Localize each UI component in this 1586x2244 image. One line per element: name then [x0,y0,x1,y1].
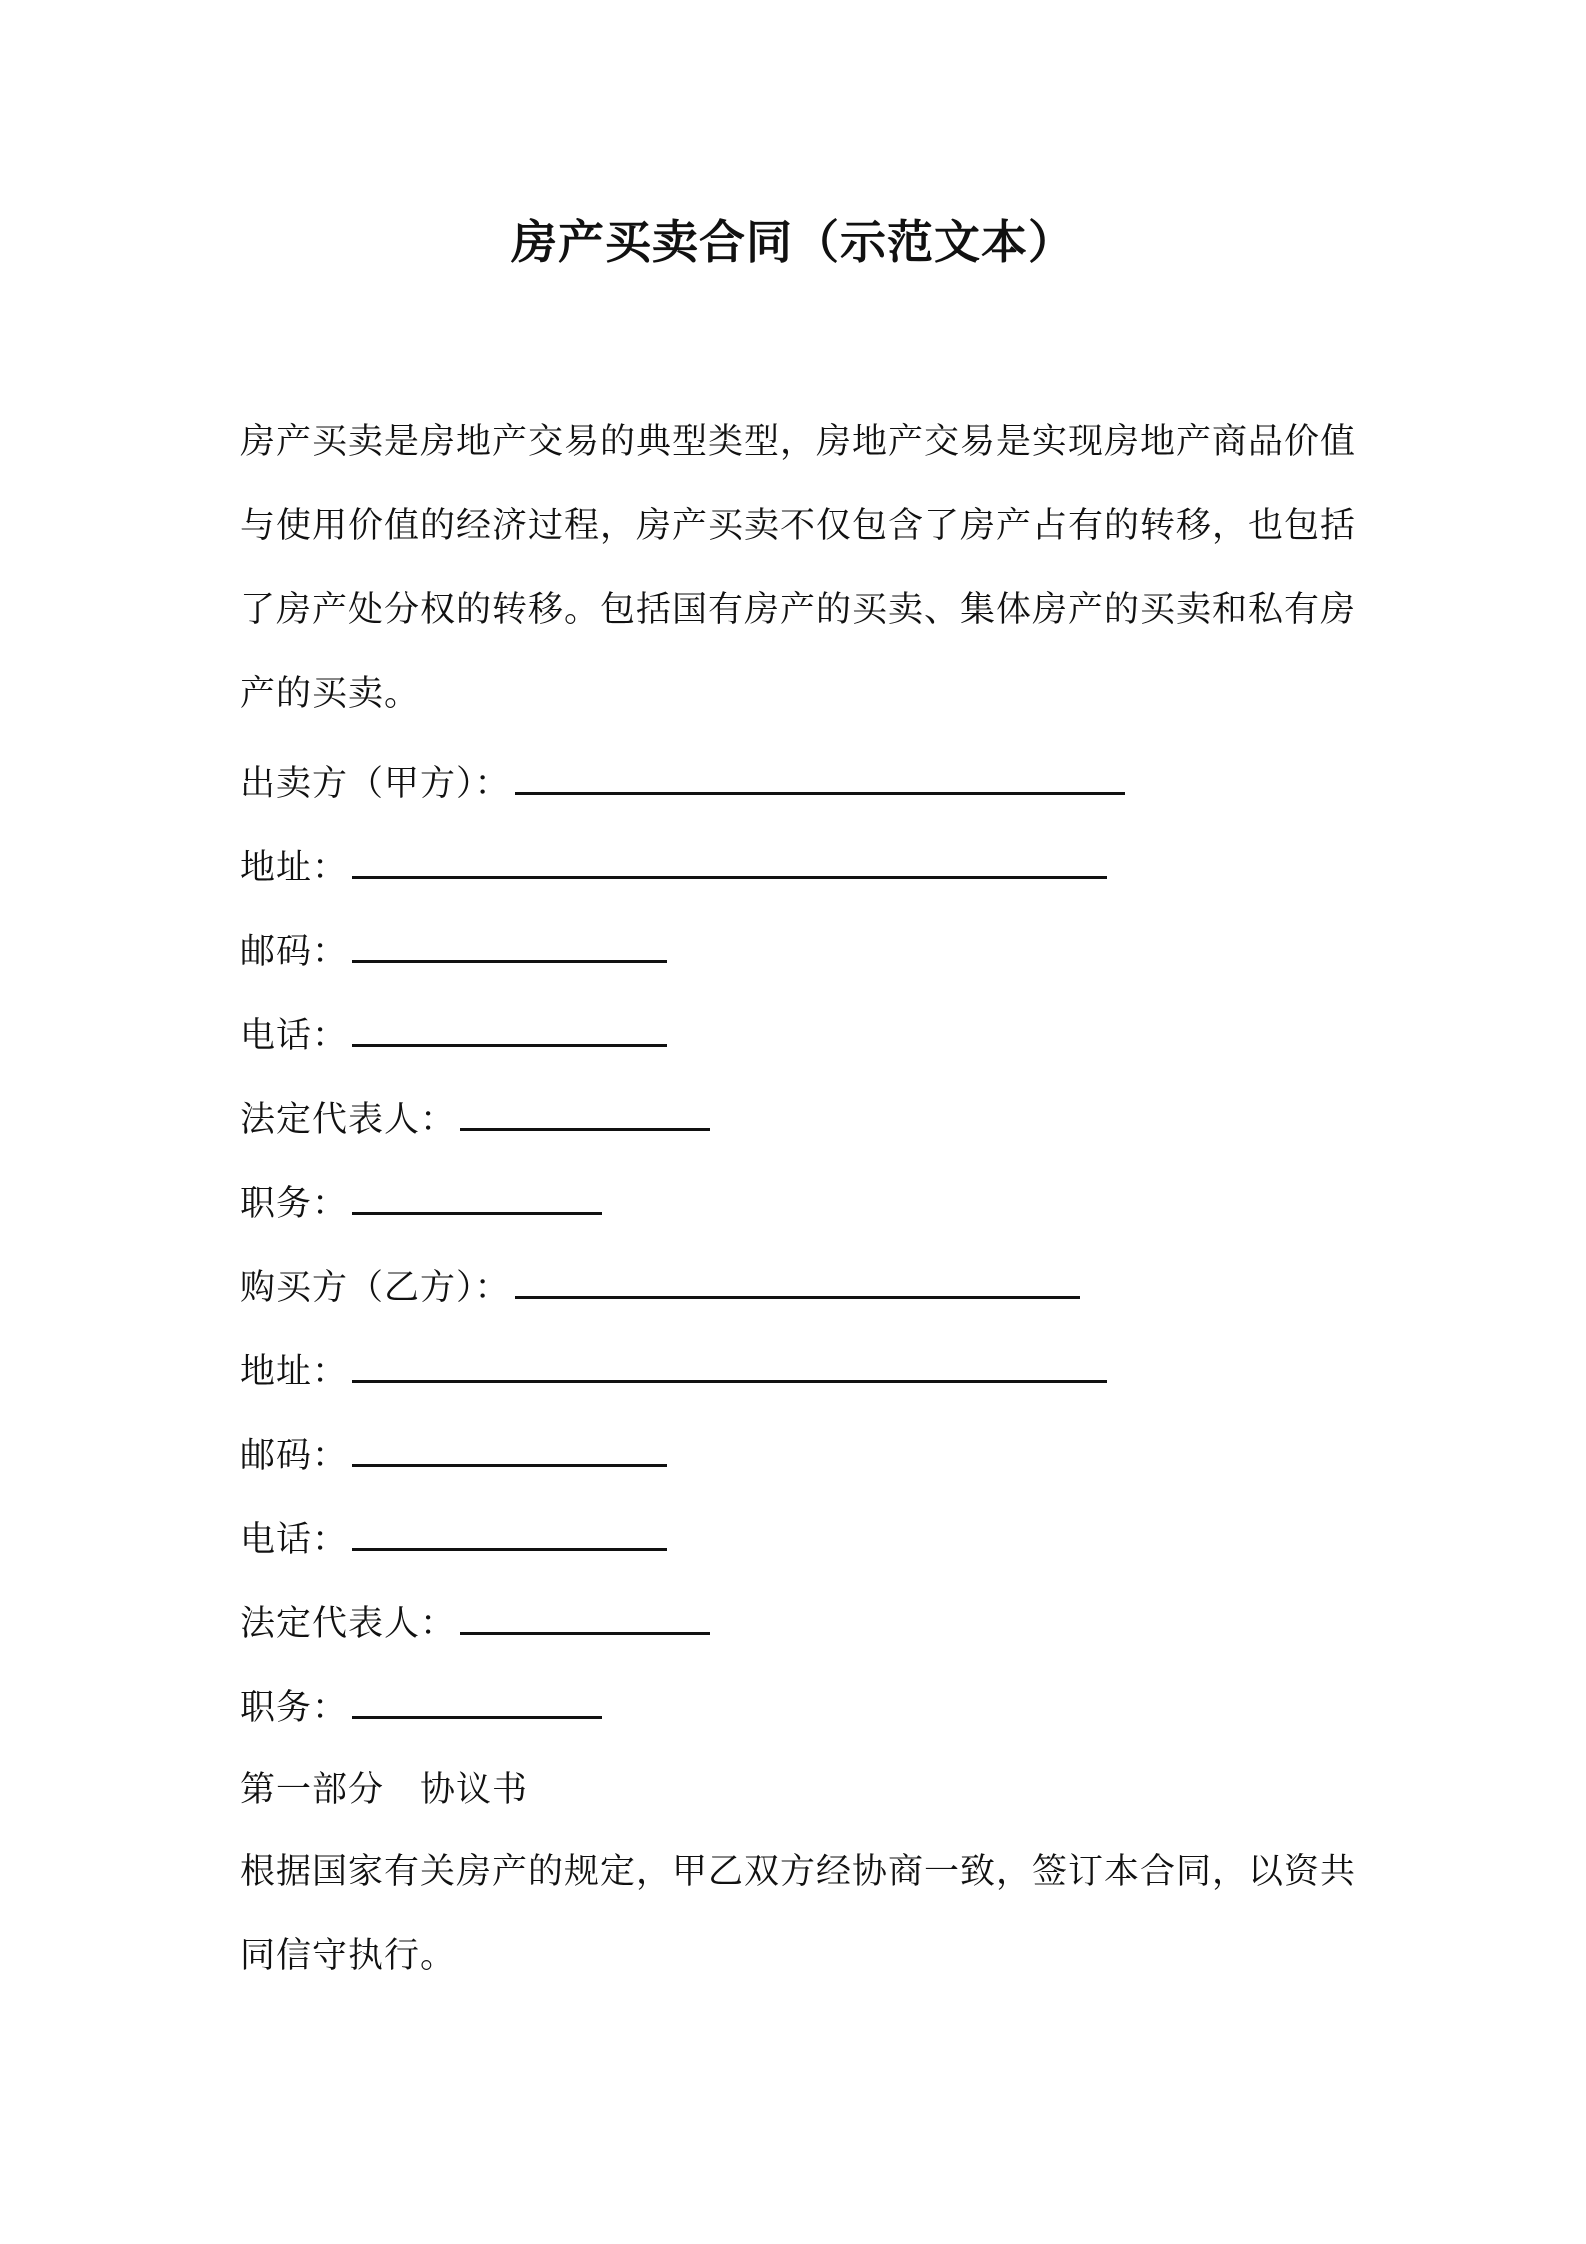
buyer-phone-blank [352,1514,667,1551]
seller-zip-label: 邮码： [240,932,349,972]
seller-zip-line [240,910,1360,994]
seller-legal-rep-line [240,1078,1360,1162]
seller-position-label: 职务： [240,1184,349,1224]
seller-address-line [240,826,1360,910]
buyer-legal-rep-blank [460,1598,710,1635]
seller-phone-label: 电话： [240,1016,349,1056]
seller-legal-rep-label: 法定代表人： [240,1100,457,1140]
buyer-zip-blank [352,1430,667,1467]
document-title: 房产买卖合同（示范文本） [511,215,1075,269]
buyer-zip-line [240,1414,1360,1498]
buyer-phone-label: 电话： [240,1520,349,1560]
seller-position-blank [352,1178,602,1215]
buyer-address-blank [352,1346,1107,1383]
buyer-position-line [240,1666,1360,1750]
buyer-phone-line [240,1498,1360,1582]
buyer-position-blank [352,1682,602,1719]
buyer-address-label: 地址： [240,1352,349,1392]
buyer-legal-rep-line [240,1582,1360,1666]
buyer-position-label: 职务： [240,1688,349,1728]
buyer-address-line [240,1330,1360,1414]
seller-phone-blank [352,1010,667,1047]
seller-party-line [240,742,1360,826]
seller-party-blank [515,758,1125,795]
seller-address-label: 地址： [240,848,349,888]
section-heading: 第一部分 协议书 [240,1770,529,1810]
buyer-legal-rep-label: 法定代表人： [240,1604,457,1644]
buyer-party-blank [515,1262,1080,1299]
document-body [240,400,1360,1998]
seller-zip-blank [352,926,667,963]
seller-position-line [240,1162,1360,1246]
intro-paragraph: 房产买卖是房地产交易的典型类型，房地产交易是实现房地产商品价值与使用价值的经济过程，房产买卖不仅包含了房产占有的转移，也包括了房产处分权的转移。包括国有房产的买卖、集体房产的买卖和私有房产的买卖。 [240,422,1357,714]
buyer-zip-label: 邮码： [240,1436,349,1476]
buyer-party-label: 购买方（乙方）： [240,1268,511,1308]
seller-phone-line [240,994,1360,1078]
closing-paragraph: 根据国家有关房产的规定，甲乙双方经协商一致，签订本合同，以资共同信守执行。 [240,1852,1357,1976]
buyer-party-line [240,1246,1360,1330]
seller-address-blank [352,842,1107,879]
seller-party-label: 出卖方（甲方）： [240,764,511,804]
party-fields [240,742,1360,1750]
seller-legal-rep-blank [460,1094,710,1131]
